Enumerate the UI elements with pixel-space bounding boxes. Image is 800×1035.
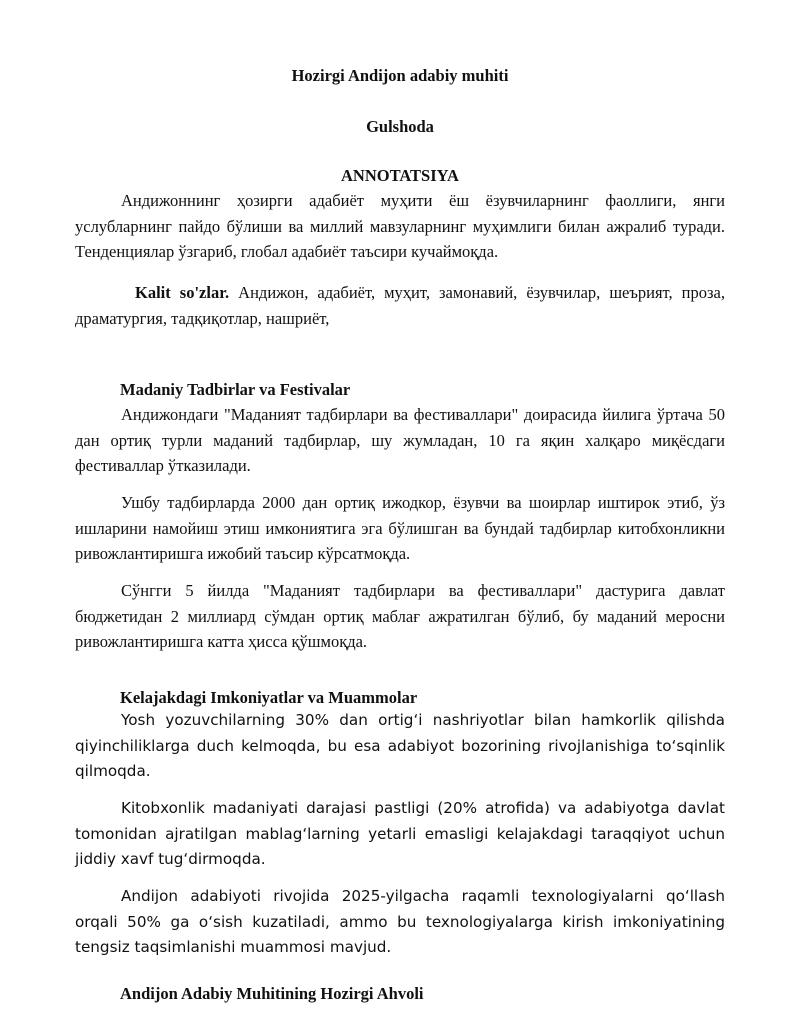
annotation-text: Андижоннинг ҳозирги адабиёт муҳити ёш ёзувчиларнинг фаоллиги, янги услубларнинг пайдо бўлиши ва миллий мавзуларнинг муҳимлиги билан ажралиб туради. Тенденциялар ўзгариб, глобал адабиёт таъсири кучаймоқда. [75,191,725,261]
section-paragraph: Ушбу тадбирларда 2000 дан ортиқ ижодкор, ёзувчи ва шоирлар иштирок этиб, ўз ишларини намойиш этиш имкониятига эга бўлишган ва бундай тадбирлар китобхонликни ривожлантиришга ижобий таъсир кўрсатмоқда. [75,493,725,563]
keywords-label: Kalit so'zlar. [135,283,230,302]
section-heading-future-opportunities: Kelajakdagi Imkoniyatlar va Muammolar [120,688,418,707]
annotation-heading: ANNOTATSIYA [341,166,459,185]
keywords-paragraph [75,280,725,331]
section-heading-current-state: Andijon Adabiy Muhitining Hozirgi Ahvoli [120,984,424,1003]
section-paragraph: Andijon adabiyoti rivojida 2025-yilgacha raqamli texnologiyalarni qo‘llash orqali 50% ga o‘sish kuzatiladi, ammo bu texnologiyalarga kirish imkoniyatining tengsiz taqsimlanishi muammosi mavjud. [75,887,725,956]
author-name: Gulshoda [366,117,434,136]
section-paragraph: Kitobxonlik madaniyati darajasi pastligi (20% atrofida) va adabiyotga davlat tomonidan ajratilgan mablag‘larning yetarli emasligi kelajakdagi taraqqiyot uchun jiddiy xavf tug‘dirmoqda. [75,799,725,868]
document-title: Hozirgi Andijon adabiy muhiti [291,66,509,85]
section-heading-cultural-events: Madaniy Tadbirlar va Festivalar [120,380,351,399]
keywords-text: Андижон, адабиёт, муҳит, замонавий, ёзувчилар, шеърият, проза, драматургия, тадқиқотлар, нашриёт, [75,283,725,328]
section-paragraph: Yosh yozuvchilarning 30% dan ortig‘i nashriyotlar bilan hamkorlik qilishda qiyinchiliklarga duch kelmoqda, bu esa adabiyot bozorining rivojlanishiga to‘sqinlik qilmoqda. [75,711,725,780]
section-paragraph: Сўнгги 5 йилда "Маданият тадбирлари ва фестиваллари" дастурига давлат бюджетидан 2 миллиард сўмдан ортиқ маблағ ажратилган бўлиб, бу маданий меросни ривожлантиришга катта ҳисса қўшмоқда. [75,581,725,651]
section-paragraph: Андижондаги "Маданият тадбирлари ва фестиваллари" доирасида йилига ўртача 50 дан ортиқ турли маданий тадбирлар, шу жумладан, 10 га яқин халқаро миқёсдаги фестиваллар ўтказилади. [75,405,725,475]
